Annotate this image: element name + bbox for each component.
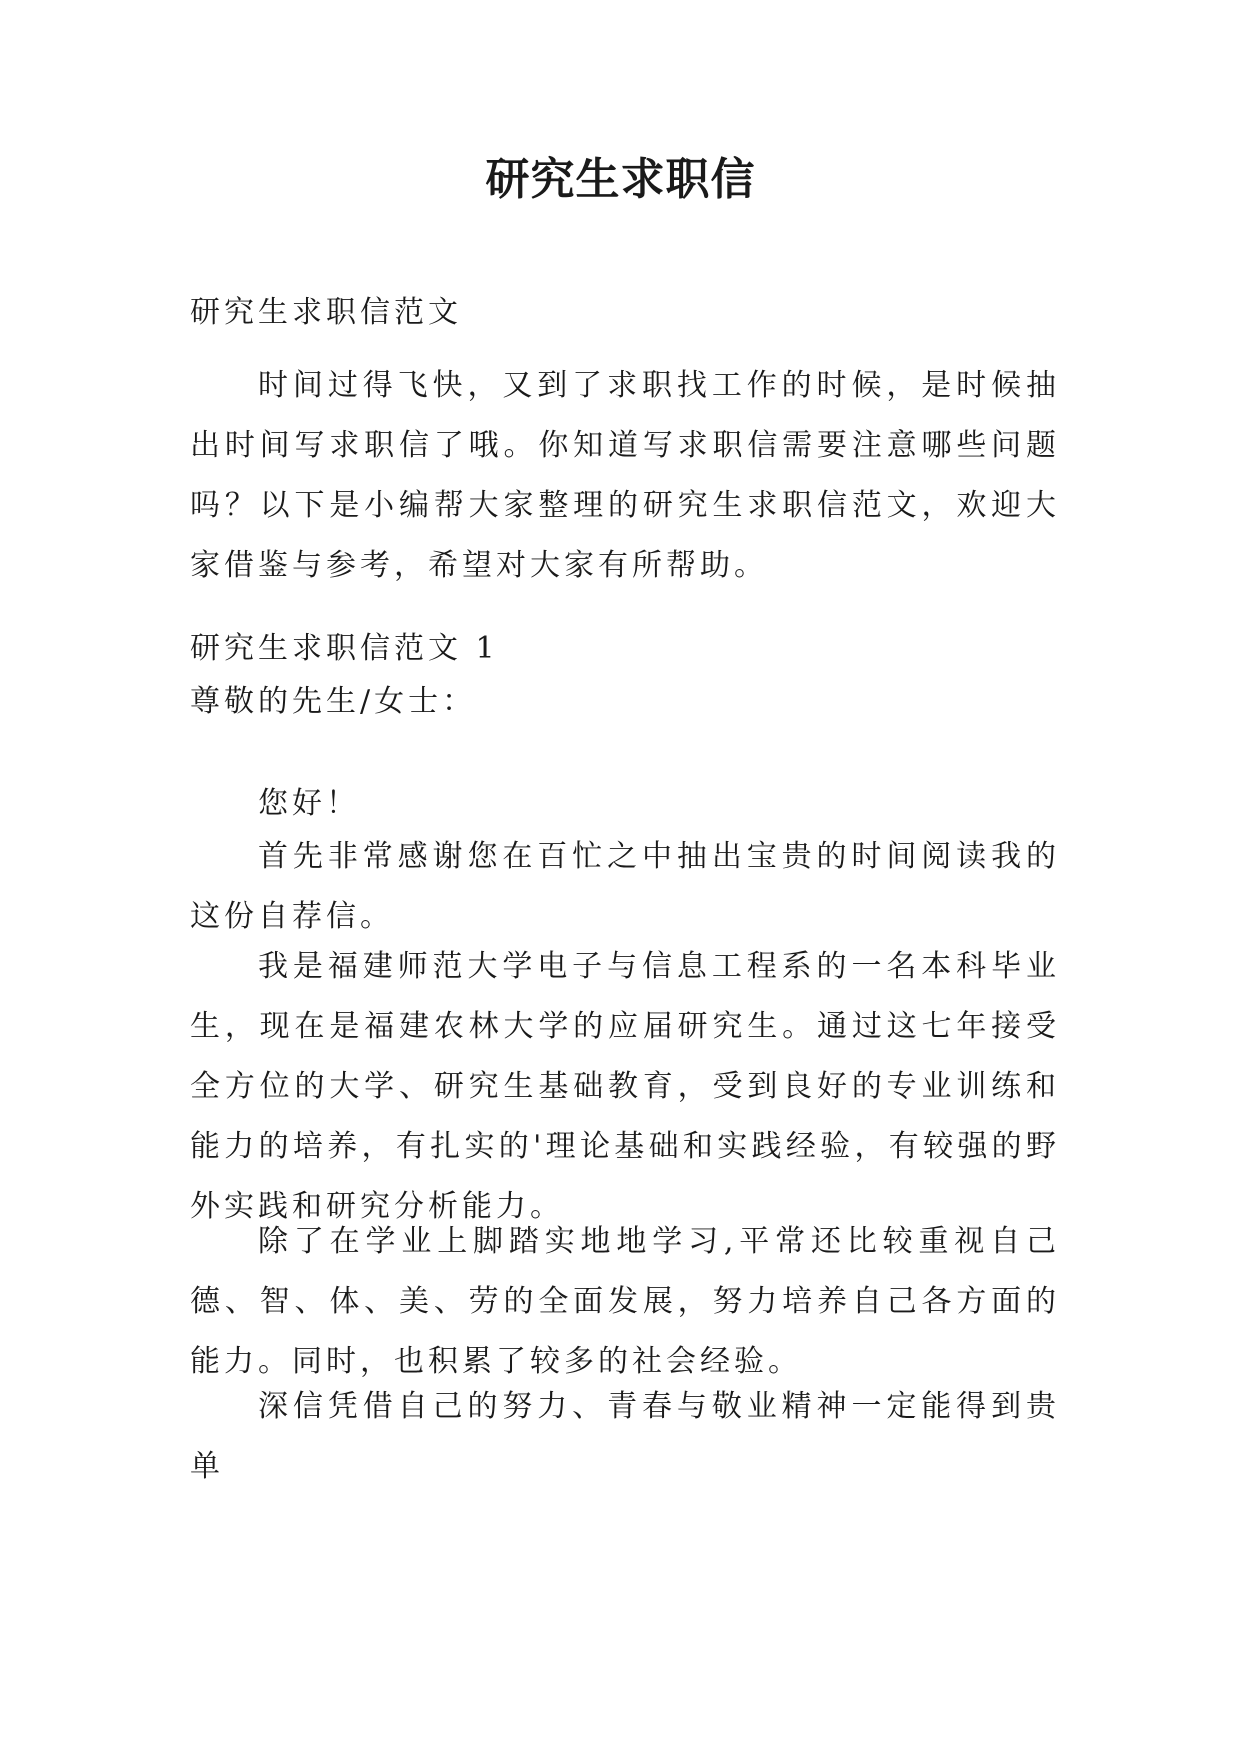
body-paragraph: 除了在学业上脚踏实地地学习,平常还比较重视自己德、智、体、美、劳的全面发展，努力培养自己各方面的能力。同时，也积累了较多的社会经验。 [190, 1224, 1060, 1379]
intro-paragraph: 时间过得飞快，又到了求职找工作的时候，是时候抽出时间写求职信了哦。你知道写求职信需要注意哪些问题吗？以下是小编帮大家整理的研究生求职信范文，欢迎大家借鉴与参考，希望对大家有所帮助。 [190, 368, 1060, 583]
salutation: 尊敬的先生/女士： [190, 684, 477, 719]
document-title: 研究生求职信 [485, 154, 756, 205]
sample-heading: 研究生求职信范文 1 [190, 631, 499, 666]
body-paragraph: 深信凭借自己的努力、青春与敬业精神一定能得到贵单 [190, 1389, 1060, 1484]
greeting: 您好！ [258, 786, 360, 821]
body-paragraph: 我是福建师范大学电子与信息工程系的一名本科毕业生，现在是福建农林大学的应届研究生。通过这七年接受全方位的大学、研究生基础教育，受到良好的专业训练和能力的培养，有扎实的'理论基础和实践经验，有较强的野外实践和研究分析能力。 [190, 949, 1060, 1224]
document-subtitle: 研究生求职信范文 [190, 295, 462, 330]
body-paragraph: 首先非常感谢您在百忙之中抽出宝贵的时间阅读我的这份自荐信。 [190, 839, 1060, 934]
